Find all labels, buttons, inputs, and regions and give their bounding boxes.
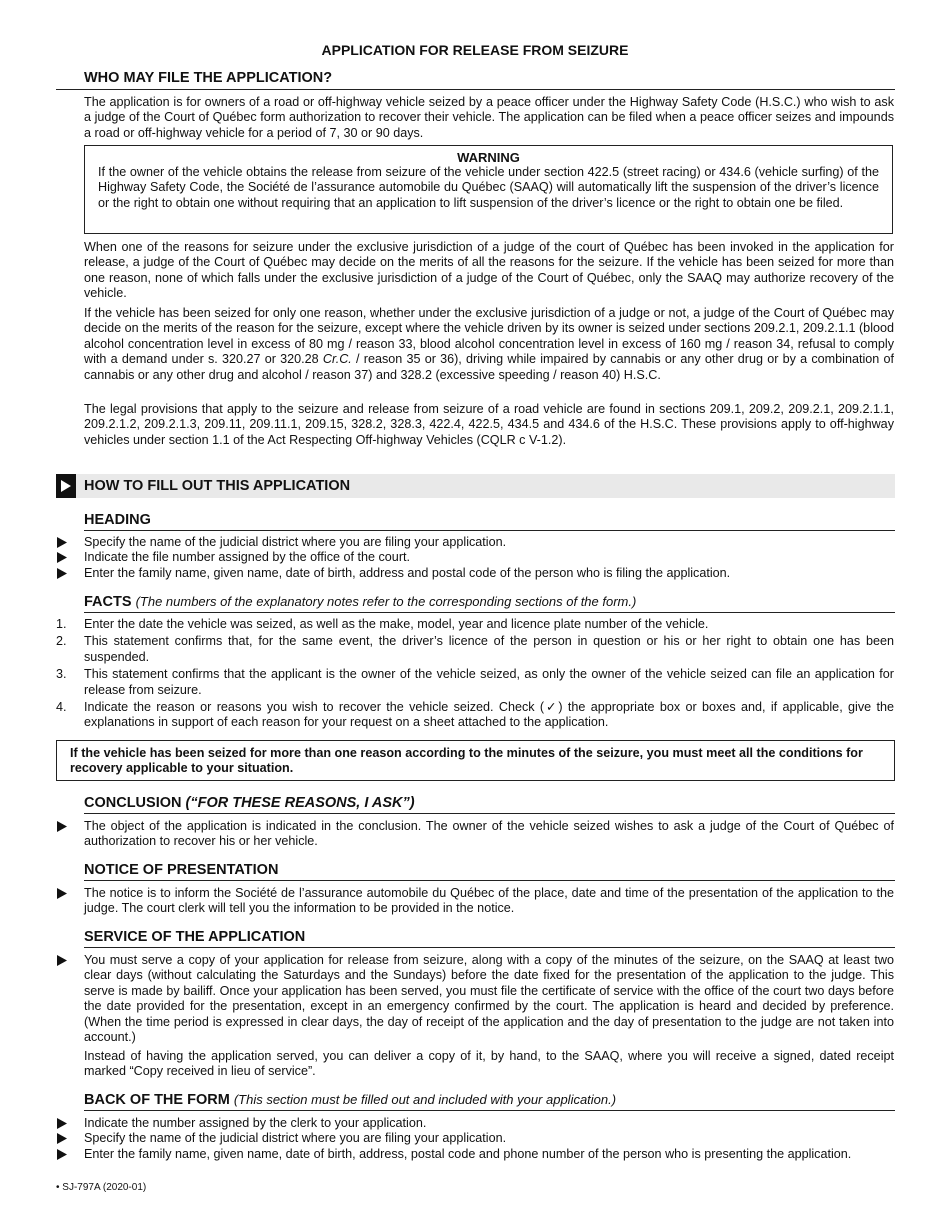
- presentation-list: [56, 886, 894, 917]
- list-item: The object of the application is indicated in the conclusion. The owner of the vehicle seized wishes to ask a judge of the Court of Québec of authorization to recover his or her vehicle.: [56, 819, 894, 850]
- subsection-rule: [84, 947, 895, 948]
- warning-title: WARNING: [457, 150, 520, 165]
- multiple-reasons-paragraph: When one of the reasons for seizure under the exclusive jurisdiction of a judge of the court of Québec has been invoked in the application for release, a judge of the Court of Québec may decide on the merits of all the reasons for the seizure. If the vehicle has been seized for more than one reason, none of which falls under the exclusive jurisdiction of a judge of the Court of Québec, only the SAAQ may authorize recovery of the vehicle.: [84, 240, 894, 301]
- list-item: 1. Enter the date the vehicle was seized, as well as the make, model, year and licence plate number of the vehicle.: [56, 617, 709, 631]
- who-may-file-heading: WHO MAY FILE THE APPLICATION?: [84, 70, 333, 86]
- service-list: [56, 953, 894, 1045]
- notice-of-presentation-title: NOTICE OF PRESENTATION: [84, 862, 279, 878]
- heading-instructions-list: [56, 535, 894, 581]
- list-item: The notice is to inform the Société de l’assurance automobile du Québec of the place, date and time of the presentation of the application to the judge. The court clerk will tell you the information to be provided in the notice.: [56, 886, 894, 917]
- back-of-form-list: [56, 1116, 894, 1162]
- warning-box: [84, 145, 893, 234]
- bullet-arrow-icon: [57, 568, 67, 579]
- list-item: You must serve a copy of your application for release from seizure, along with a copy of the minutes of the seizure, on the SAAQ at least two clear days (without calculating the Saturdays and the Sundays) before the date fixed for the presentation of the application to the judge. This serve is made by bailiff. Once your application has been served, you must file the certificate of service with the office of the court two days before the date provided for the presentation, except in an emergency confirmed by the court. The application is heard and decided by preference. (When the time period is expressed in clear days, the day of receipt of the application and the day of presentation to the judge are not taken into account.): [56, 953, 894, 1045]
- criminal-code-abbrev: Cr.C.: [322, 352, 352, 367]
- document-title: APPLICATION FOR RELEASE FROM SEIZURE: [321, 42, 629, 58]
- bullet-arrow-icon: [57, 537, 67, 548]
- bullet-arrow-icon: [57, 552, 67, 563]
- conclusion-list: [56, 819, 894, 850]
- bullet-arrow-icon: [57, 1118, 67, 1129]
- back-of-form-note: (This section must be filled out and included with your application.): [233, 1092, 617, 1107]
- subsection-rule: [84, 612, 895, 613]
- subsection-rule: [84, 1110, 895, 1111]
- single-reason-paragraph: [84, 306, 894, 383]
- subsection-rule: [84, 530, 895, 531]
- list-item: Specify the name of the judicial district where you are filing your application.: [56, 1131, 894, 1146]
- intro-paragraph: The application is for owners of a road or off-highway vehicle seized by a peace officer under the Highway Safety Code (H.S.C.) who wish to ask a judge of the Court of Québec form authorization to recover their vehicle. The application can be filed when a peace officer seizes and impounds a road or off-highway vehicle for a period of 7, 30 or 90 days.: [84, 95, 894, 140]
- facts-title: FACTS (The numbers of the explanatory notes refer to the corresponding sections of the form.): [84, 594, 637, 610]
- bullet-arrow-icon: [57, 888, 67, 899]
- single-reason-text-a: If the vehicle has been seized for only one reason, whether under the exclusive jurisdiction of a judge or not, a judge of the Court of Québec may decide on the merits of the reason for the seizure, except where the vehicle driven by its owner is seized under sections 209.2.1, 209.2.1.1 (blood alcohol concentration level in excess of 80 mg / reason 33, blood alcohol concentration level in excess of 160 mg / reason 34, refusal to comply with a demand under s. 320.27 or 320.28: [84, 306, 894, 367]
- bullet-arrow-icon: [57, 1133, 67, 1144]
- list-item: 2. This statement confirms that, for the same event, the driver’s licence of the person in question or his or her right to obtain one has been suspended.: [56, 634, 894, 664]
- back-of-form-title: BACK OF THE FORM (This section must be filled out and included with your application.): [84, 1092, 617, 1108]
- multiple-reasons-notice-box: If the vehicle has been seized for more than one reason according to the minutes of the seizure, you must meet all the conditions for recovery applicable to your situation.: [56, 740, 895, 781]
- list-item: 4. Indicate the reason or reasons you wish to recover the vehicle seized. Check (✓) the appropriate box or boxes and, if applicable, give the explanations in support of each reason for your request on a sheet attached to the application.: [56, 700, 894, 730]
- subsection-rule: [84, 880, 895, 881]
- facts-list: [56, 617, 894, 733]
- bullet-arrow-icon: [57, 1149, 67, 1160]
- facts-note: (The numbers of the explanatory notes refer to the corresponding sections of the form.): [135, 594, 637, 609]
- list-item: Indicate the file number assigned by the office of the court.: [56, 550, 894, 565]
- service-alternative-paragraph: Instead of having the application served, you can deliver a copy of it, by hand, to the SAAQ, where you will receive a signed, dated receipt marked “Copy received in lieu of service”.: [84, 1049, 894, 1079]
- legal-provisions-paragraph: The legal provisions that apply to the seizure and release from seizure of a road vehicle are found in sections 209.1, 209.2, 209.2.1, 209.2.1.1, 209.2.1.2, 209.2.1.3, 209.11, 209.11.1, 209.15, 328.2, 328.3, 422.4, 422.5, 434.5 and 434.6 of the H.S.C. These provisions apply to off-highway vehicles under section 1.1 of the Act Respecting Off-highway Vehicles (CQLR c V-1.2).: [84, 402, 894, 447]
- conclusion-title: CONCLUSION (“FOR THESE REASONS, I ASK”): [84, 795, 415, 811]
- bullet-arrow-icon: [57, 955, 67, 966]
- single-reason-text-b: / reason 35 or 36), driving while impaired by cannabis or any other drug or by a combination of cannabis or any other drug and alcohol / reason 37) and 328.2 (excessive speeding / reason 40) H.S.C.: [84, 352, 894, 382]
- warning-text: If the owner of the vehicle obtains the release from seizure of the vehicle under section 422.5 (street racing) or 434.6 (vehicle surfing) of the Highway Safety Code, the Société de l’assurance automobile du Québec (SAAQ) will automatically lift the suspension of the driver’s licence or the right to obtain one without requiring that an application to lift suspension of the driver’s licence or the right to obtain one be filed.: [98, 165, 879, 210]
- list-item: Enter the family name, given name, date of birth, address, postal code and phone number of the person who is presenting the application.: [56, 1147, 894, 1162]
- heading-subsection-title: HEADING: [84, 512, 151, 528]
- form-code-footer: • SJ-797A (2020-01): [56, 1182, 147, 1193]
- service-title: SERVICE OF THE APPLICATION: [84, 929, 306, 945]
- list-item: Indicate the number assigned by the clerk to your application.: [56, 1116, 894, 1131]
- bullet-arrow-icon: [57, 821, 67, 832]
- subsection-rule: [84, 813, 895, 814]
- section-rule: [56, 89, 895, 90]
- list-item: Enter the family name, given name, date of birth, address and postal code of the person who is filing the application.: [56, 566, 894, 581]
- list-item: Specify the name of the judicial district where you are filing your application.: [56, 535, 894, 550]
- play-arrow-icon: [56, 474, 76, 498]
- list-item: 3. This statement confirms that the applicant is the owner of the vehicle seized, as only the owner of the vehicle seized can file an application for release from seizure.: [56, 667, 894, 697]
- how-to-heading: HOW TO FILL OUT THIS APPLICATION: [84, 478, 351, 494]
